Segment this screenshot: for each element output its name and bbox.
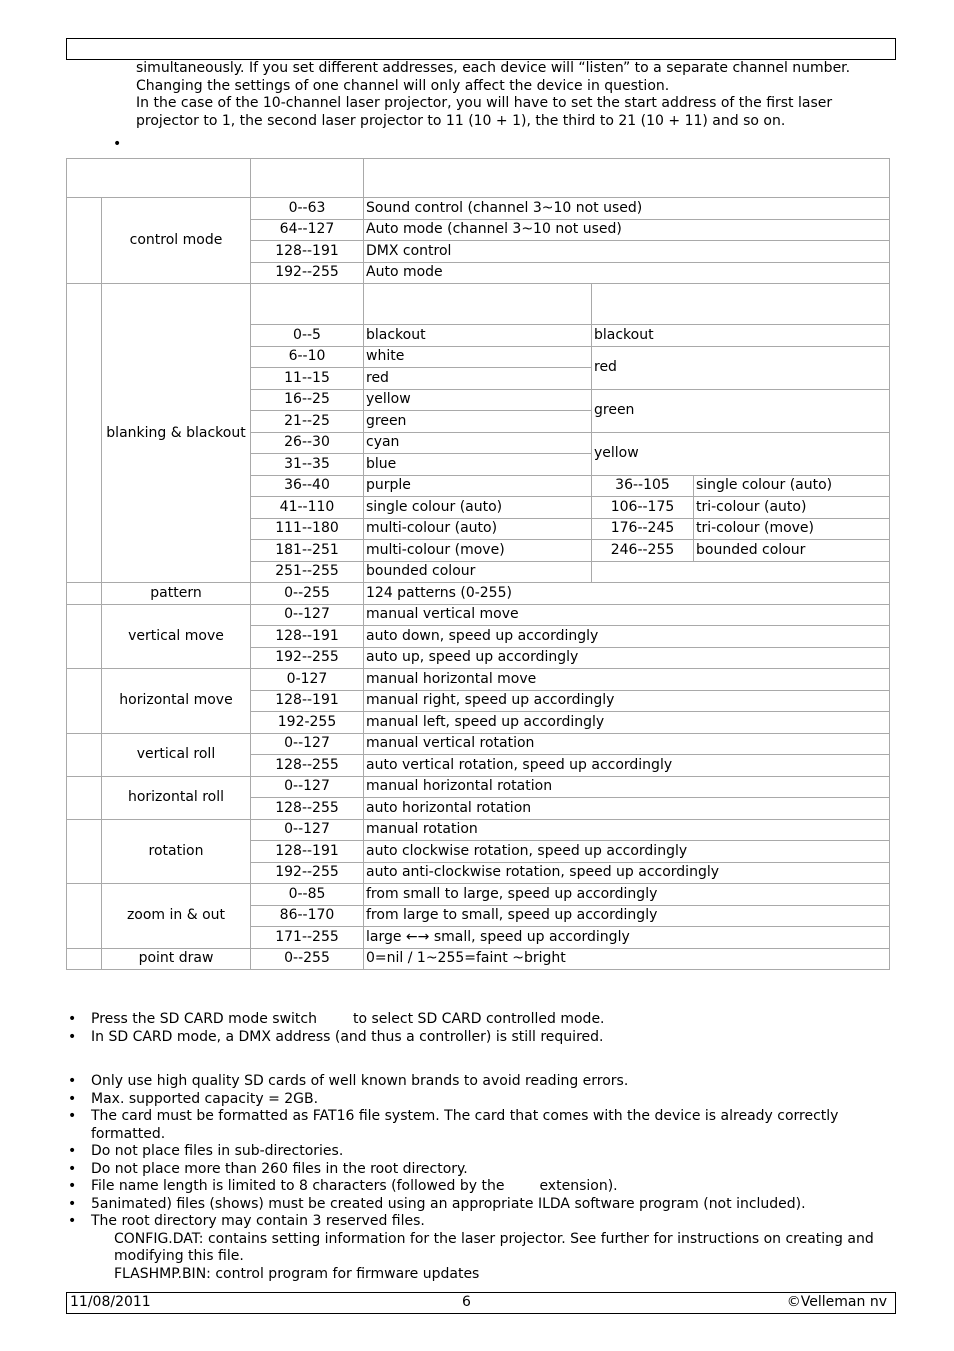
value-description: Auto mode (channel 3~10 not used) [364,219,890,241]
value-description: cyan [364,432,592,454]
value-description: manual rotation [364,819,890,841]
value-range: 0--255 [251,583,364,605]
intro-paragraph: simultaneously. If you set different addresses, each device will “listen” to a separate channel number. Changing the settings of one channel will only affect the device in question. [136,60,851,94]
channel-cell [67,884,102,949]
channel-cell [67,819,102,884]
value-range: 0--85 [251,884,364,906]
value-description: single colour (auto) [364,497,592,519]
value-range: 192--255 [251,862,364,884]
value-range: 128--191 [251,241,364,263]
table-row [67,583,890,605]
value-description: 0=nil / 1~255=faint ~bright [364,948,890,970]
function-label: point draw [102,948,251,970]
table-row [67,948,890,970]
alt-description: yellow [592,432,890,475]
function-label: vertical roll [102,733,251,776]
value-description: bounded colour [364,561,592,583]
value-range: 128--191 [251,690,364,712]
table-row [67,198,890,220]
subheader-cell [251,284,364,325]
value-description: manual horizontal rotation [364,776,890,798]
list-item-text: to select SD CARD controlled mode. [353,1011,605,1027]
value-range: 181--251 [251,540,364,562]
alt-description: tri-colour (auto) [694,497,890,519]
value-range: 36--40 [251,475,364,497]
table-subheader-row [67,284,890,325]
alt-description: red [592,346,890,389]
table-row [67,733,890,755]
sd-mode-section [66,1011,896,1046]
footer-copyright: ©Velleman nv [786,1294,887,1310]
value-range: 171--255 [251,927,364,949]
value-description: manual left, speed up accordingly [364,712,890,734]
table-row [67,776,890,798]
channel-cell [67,669,102,734]
list-item: • The root directory may contain 3 reserved files. [66,1213,896,1231]
alt-description: single colour (auto) [694,475,890,497]
header-cell [67,159,251,198]
value-range: 0--63 [251,198,364,220]
value-description: blue [364,454,592,476]
value-description: white [364,346,592,368]
function-label: vertical move [102,604,251,669]
value-description: purple [364,475,592,497]
function-label: pattern [102,583,251,605]
value-range: 0--255 [251,948,364,970]
value-range: 86--170 [251,905,364,927]
dmx-channel-table [66,158,890,970]
value-range: 128--191 [251,841,364,863]
value-description: yellow [364,389,592,411]
value-range: 0--127 [251,604,364,626]
channel-cell [67,733,102,776]
list-item: • Do not place files in sub-directories. [66,1143,896,1161]
sd-rules-section [66,1073,896,1283]
table-row [67,884,890,906]
value-description: Auto mode [364,262,890,284]
value-description: green [364,411,592,433]
value-range: 31--35 [251,454,364,476]
channel-cell [67,604,102,669]
value-range: 0--127 [251,776,364,798]
value-range: 21--25 [251,411,364,433]
value-description: manual horizontal move [364,669,890,691]
alt-description: blackout [592,325,890,347]
value-description: blackout [364,325,592,347]
value-description: red [364,368,592,390]
value-description: manual right, speed up accordingly [364,690,890,712]
list-item: • The card must be formatted as FAT16 file system. The card that comes with the device is already correctly formatted. [66,1108,896,1143]
table-row [67,819,890,841]
value-range: 0--5 [251,325,364,347]
value-range: 16--25 [251,389,364,411]
function-label: horizontal move [102,669,251,734]
page-header-box [66,38,896,60]
alt-value-range: 176--245 [592,518,694,540]
function-label: zoom in & out [102,884,251,949]
list-item: • In SD CARD mode, a DMX address (and thus a controller) is still required. [66,1029,896,1047]
value-range: 128--255 [251,755,364,777]
list-item: • Only use high quality SD cards of well known brands to avoid reading errors. [66,1073,896,1091]
list-item-text: File name length is limited to 8 characters (followed by the [91,1178,505,1194]
value-description: auto clockwise rotation, speed up accordingly [364,841,890,863]
value-range: 0--127 [251,733,364,755]
bullet-icon: • [113,136,122,152]
value-description: multi-colour (auto) [364,518,592,540]
table-row [67,604,890,626]
reserved-file-note: FLASHMP.BIN: control program for firmware updates [114,1265,480,1282]
function-label: rotation [102,819,251,884]
value-description: auto vertical rotation, speed up accordingly [364,755,890,777]
page-footer [66,1292,896,1314]
value-range: 0--127 [251,819,364,841]
channel-cell [67,776,102,819]
value-range: 192--255 [251,647,364,669]
header-cell [251,159,364,198]
list-item: • 5animated) files (shows) must be created using an appropriate ILDA software program (not included). [66,1196,896,1214]
alt-value-range: 36--105 [592,475,694,497]
value-description: from large to small, speed up accordingly [364,905,890,927]
function-label: horizontal roll [102,776,251,819]
value-description: manual vertical rotation [364,733,890,755]
value-range: 128--255 [251,798,364,820]
list-item-text: extension). [539,1178,618,1194]
table-header-row [67,159,890,198]
subheader-cell [592,284,890,325]
intro-paragraph: In the case of the 10-channel laser projector, you will have to set the start address of the first laser projector to 1, the second laser projector to 11 (10 + 1), the third to 21 (10 + 11) and so on. [136,95,833,129]
alt-description: tri-colour (move) [694,518,890,540]
intro-text [136,60,896,130]
footer-date: 11/08/2011 [70,1294,151,1310]
function-label: control mode [102,198,251,284]
alt-value-range: 246--255 [592,540,694,562]
value-range: 111--180 [251,518,364,540]
value-description: multi-colour (move) [364,540,592,562]
function-label: blanking & blackout [102,284,251,583]
value-range: 128--191 [251,626,364,648]
list-item-text: Press the SD CARD mode switch [91,1011,317,1027]
channel-cell [67,583,102,605]
list-item [66,1011,896,1029]
page-number: 6 [462,1294,471,1310]
value-description: large ←→ small, speed up accordingly [364,927,890,949]
value-description: auto anti-clockwise rotation, speed up accordingly [364,862,890,884]
value-description: from small to large, speed up accordingly [364,884,890,906]
value-range: 6--10 [251,346,364,368]
value-range: 0-127 [251,669,364,691]
value-range: 41--110 [251,497,364,519]
channel-cell [67,948,102,970]
value-description: manual vertical move [364,604,890,626]
value-description: 124 patterns (0-255) [364,583,890,605]
channel-cell [67,198,102,284]
value-description: auto up, speed up accordingly [364,647,890,669]
list-item [66,1178,896,1196]
alt-description [592,561,890,583]
value-range: 11--15 [251,368,364,390]
table-row [67,669,890,691]
list-item: • Max. supported capacity = 2GB. [66,1091,896,1109]
value-range: 26--30 [251,432,364,454]
value-description: auto down, speed up accordingly [364,626,890,648]
value-range: 192--255 [251,262,364,284]
header-cell [364,159,890,198]
subheader-cell [364,284,592,325]
value-description: DMX control [364,241,890,263]
value-range: 251--255 [251,561,364,583]
value-range: 64--127 [251,219,364,241]
alt-description: bounded colour [694,540,890,562]
channel-cell [67,284,102,583]
alt-value-range: 106--175 [592,497,694,519]
value-description: auto horizontal rotation [364,798,890,820]
reserved-file-note: CONFIG.DAT: contains setting information for the laser projector. See further for instructions on creating and modifying this file. [114,1230,874,1264]
alt-description: green [592,389,890,432]
value-description: Sound control (channel 3~10 not used) [364,198,890,220]
value-range: 192-255 [251,712,364,734]
list-item: • Do not place more than 260 files in the root directory. [66,1161,896,1179]
